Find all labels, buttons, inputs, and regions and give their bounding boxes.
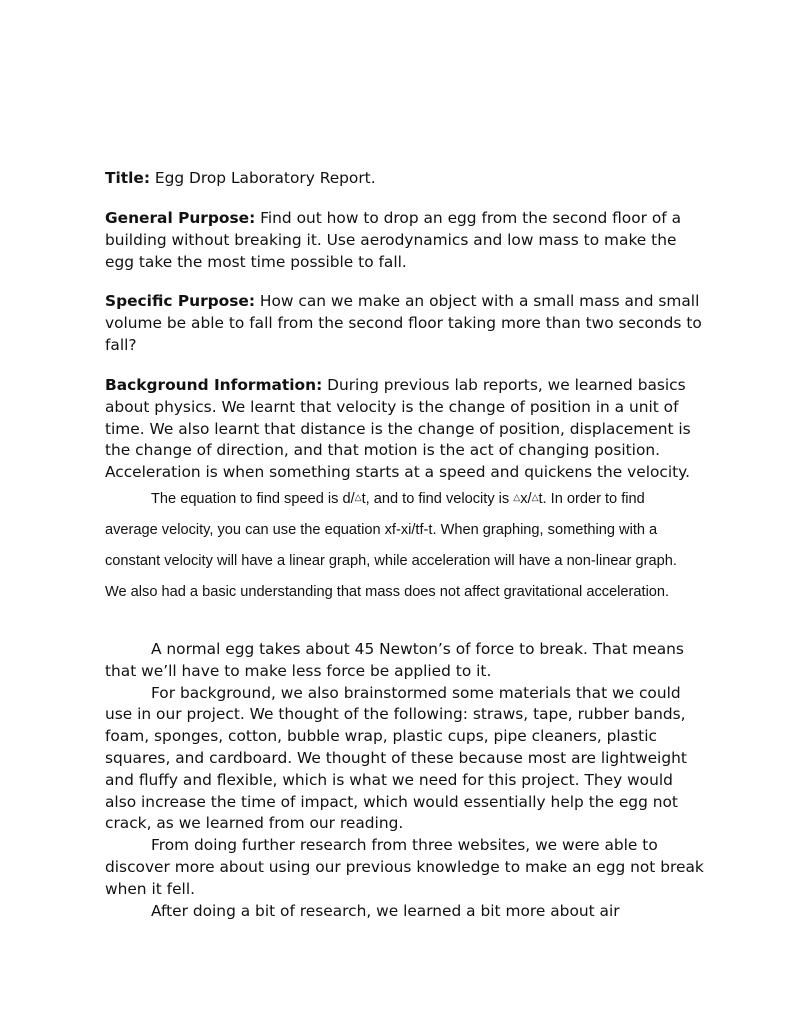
research-paragraph: From doing further research from three websites, we were able to discover more about using our previous knowledge to make an egg not break when it fell. [105,836,704,898]
background-text: During previous lab reports, we learned basics about physics. We learnt that velocity is the change of position in a unit of time. We also learnt that distance is the change of position, displacement is the change of direction, and that motion is the act of changing position. Acceleration is when something starts at a speed and quickens the velocity. [105,376,691,482]
background-paragraph [105,375,705,484]
specific-purpose-paragraph [105,291,705,356]
title-line [105,168,705,190]
title-text: Egg Drop Laboratory Report. [150,169,376,187]
egg-force-paragraph: A normal egg takes about 45 Newton’s of force to break. That means that we’ll have to make less force be applied to it. [105,640,684,680]
materials-paragraph: For background, we also brainstormed some materials that we could use in our project. We thought of the following: straws, tape, rubber bands, foam, sponges, cotton, bubble wrap, plastic cups, pipe cleaners, plastic squares, and cardboard. We thought of these because most are lightweight and fluffy and flexible, which is what we need for this project. They would also increase the time of impact, which would essentially help the egg not crack, as we learned from our reading. [105,683,687,833]
specific-purpose-label: Specific Purpose: [105,292,255,310]
title-label: Title: [105,169,150,187]
delta-symbol: △ [354,492,362,502]
equation-text-2: t, and to find velocity is [361,491,514,507]
general-purpose-text: Find out how to drop an egg from the second floor of a building without breaking it. Use aerodynamics and low mass to make the egg take the most time possible to fall. [105,209,682,271]
delta-symbol: △ [531,492,539,502]
air-paragraph: After doing a bit of research, we learned a bit more about air [151,901,620,920]
equation-text-1: The equation to find speed is d/ [151,491,355,507]
equation-text-4: t. In order to find average velocity, you can use the equation xf-xi/tf-t. When graphing, something with a constant velocity will have a linear graph, while acceleration will have a non-linear graph. We also had a basic understanding that mass does not affect gravitational acceleration. [105,491,677,600]
specific-purpose-text: How can we make an object with a small mass and small volume be able to fall from the second floor taking more than two seconds to fall? [105,292,702,354]
background-label: Background Information: [105,376,323,394]
body-paragraphs [105,639,705,922]
equation-paragraph [105,482,701,608]
general-purpose-label: General Purpose: [105,209,256,227]
equation-text-3: x/ [520,491,532,507]
general-purpose-paragraph [105,208,705,273]
delta-symbol: △ [513,492,521,502]
